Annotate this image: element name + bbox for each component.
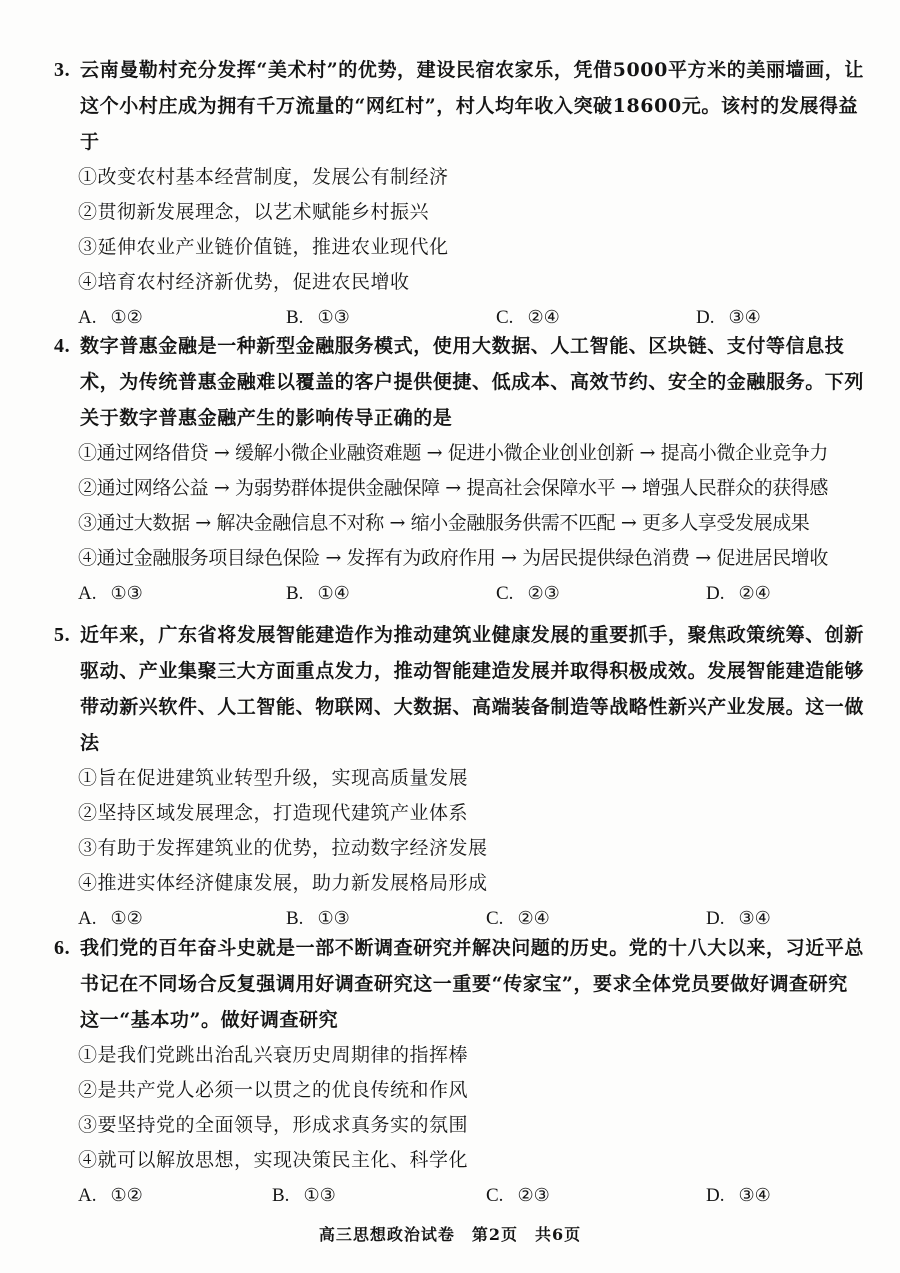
choice-letter: A.	[78, 307, 97, 328]
choice-value: ②④	[517, 908, 550, 929]
choice-c[interactable]	[496, 576, 560, 612]
question-number: 3.	[54, 59, 71, 81]
choice-letter: B.	[286, 908, 304, 929]
statement-4: ④通过金融服务项目绿色保险 → 发挥有为政府作用 → 为居民提供绿色消费 → 促进居民增收	[78, 547, 828, 569]
question-6	[54, 930, 866, 1214]
choice-letter: A.	[78, 908, 97, 929]
question-stem	[54, 52, 866, 160]
question-number: 6.	[54, 937, 71, 959]
statement-2: ②贯彻新发展理念，以艺术赋能乡村振兴	[78, 201, 430, 223]
choice-letter: C.	[496, 307, 514, 328]
statement-1: ①通过网络借贷 → 缓解小微企业融资难题 → 促进小微企业创业创新 → 提高小微企业竞争力	[78, 442, 828, 464]
choice-a[interactable]	[78, 1178, 143, 1214]
choice-value: ①④	[317, 583, 350, 604]
question-4	[54, 328, 866, 612]
statement-3: ③要坚持党的全面领导，形成求真务实的氛围	[78, 1114, 469, 1136]
question-5	[54, 617, 866, 937]
choice-value: ②④	[738, 583, 771, 604]
statement-2: ②是共产党人必须一以贯之的优良传统和作风	[78, 1079, 469, 1101]
statement-1: ①是我们党跳出治乱兴衰历史周期律的指挥棒	[78, 1044, 469, 1066]
choice-letter: D.	[706, 908, 725, 929]
statement-3: ③有助于发挥建筑业的优势，拉动数字经济发展	[78, 837, 488, 859]
question-text: 我们党的百年奋斗史就是一部不断调查研究并解决问题的历史。党的十八大以来，习近平总书记在不同场合反复强调用好调查研究这一重要“传家宝”，要求全体党员要做好调查研究这一“基本功”。做好调查研究	[80, 937, 865, 1031]
choice-letter: D.	[706, 1185, 725, 1206]
statement-3: ③通过大数据 → 解决金融信息不对称 → 缩小金融服务供需不匹配 → 更多人享受发展成果	[78, 512, 810, 534]
choice-value: ②③	[517, 1185, 550, 1206]
choice-value: ①③	[317, 908, 350, 929]
choice-value: ①③	[317, 307, 350, 328]
choice-value: ①②	[110, 1185, 143, 1206]
choice-letter: B.	[286, 307, 304, 328]
statement-2: ②通过网络公益 → 为弱势群体提供金融保障 → 提高社会保障水平 → 增强人民群众的获得感	[78, 477, 828, 499]
choice-value: ③④	[738, 1185, 771, 1206]
choice-value: ①②	[110, 307, 143, 328]
question-stem	[54, 617, 866, 761]
choice-a[interactable]	[78, 576, 143, 612]
answer-choices	[54, 1178, 866, 1214]
question-3	[54, 52, 866, 336]
choice-value: ③④	[738, 908, 771, 929]
choice-letter: B.	[286, 583, 304, 604]
statement-1: ①改变农村基本经营制度，发展公有制经济	[78, 166, 449, 188]
choice-letter: C.	[486, 1185, 504, 1206]
answer-choices	[54, 576, 866, 612]
question-number: 4.	[54, 335, 71, 357]
choice-value: ①③	[110, 583, 143, 604]
question-stem	[54, 930, 866, 1038]
question-number: 5.	[54, 624, 71, 646]
choice-letter: B.	[272, 1185, 290, 1206]
choice-letter: D.	[706, 583, 725, 604]
statement-4: ④培育农村经济新优势，促进农民增收	[78, 271, 410, 293]
choice-value: ①③	[303, 1185, 336, 1206]
choice-c[interactable]	[486, 1178, 550, 1214]
page-footer: 高三思想政治试卷 第2页 共6页	[318, 1225, 582, 1244]
choice-value: ②④	[527, 307, 560, 328]
choice-b[interactable]	[272, 1178, 336, 1214]
statement-3: ③延伸农业产业链价值链，推进农业现代化	[78, 236, 449, 258]
question-text: 云南曼勒村充分发挥“美术村”的优势，建设民宿农家乐，凭借5000平方米的美丽墙画，让这个小村庄成为拥有千万流量的“网红村”，村人均年收入突破18600元。该村的发展得益于	[80, 59, 864, 153]
choice-letter: A.	[78, 1185, 97, 1206]
statement-2: ②坚持区域发展理念，打造现代建筑产业体系	[78, 802, 469, 824]
statement-4: ④就可以解放思想，实现决策民主化、科学化	[78, 1149, 469, 1171]
choice-letter: D.	[696, 307, 715, 328]
choice-value: ①②	[110, 908, 143, 929]
statement-4: ④推进实体经济健康发展，助力新发展格局形成	[78, 872, 488, 894]
question-text: 数字普惠金融是一种新型金融服务模式，使用大数据、人工智能、区块链、支付等信息技术，为传统普惠金融难以覆盖的客户提供便捷、低成本、高效节约、安全的金融服务。下列关于数字普惠金融产生的影响传导正确的是	[80, 335, 865, 429]
choice-d[interactable]	[706, 576, 771, 612]
choice-value: ③④	[728, 307, 761, 328]
choice-letter: C.	[496, 583, 514, 604]
choice-value: ②③	[527, 583, 560, 604]
statement-1: ①旨在促进建筑业转型升级，实现高质量发展	[78, 767, 469, 789]
question-stem	[54, 328, 866, 436]
choice-b[interactable]	[286, 576, 350, 612]
choice-d[interactable]	[706, 1178, 771, 1214]
choice-letter: A.	[78, 583, 97, 604]
choice-letter: C.	[486, 908, 504, 929]
question-text: 近年来，广东省将发展智能建造作为推动建筑业健康发展的重要抓手，聚焦政策统筹、创新驱动、产业集聚三大方面重点发力，推动智能建造发展并取得积极成效。发展智能建造能够带动新兴软件、人工智能、物联网、大数据、高端装备制造等战略性新兴产业发展。这一做法	[80, 624, 865, 754]
